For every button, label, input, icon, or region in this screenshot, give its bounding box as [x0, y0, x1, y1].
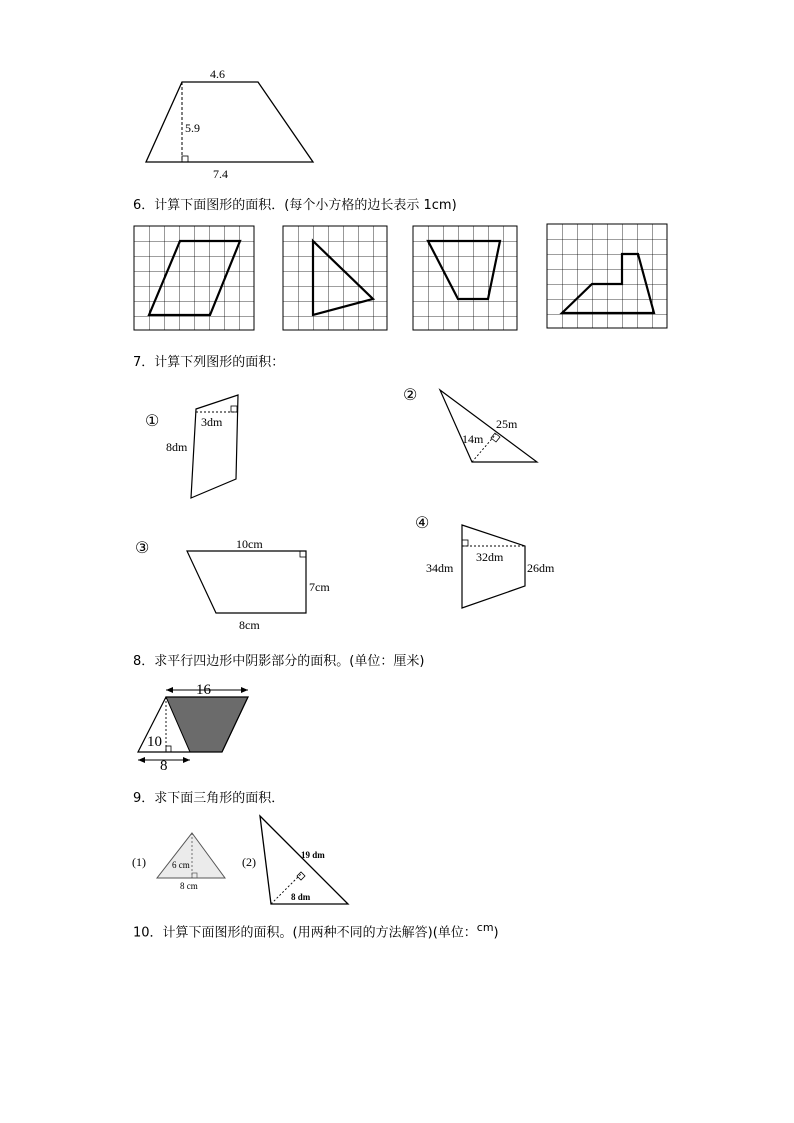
q8-top-label: 16: [196, 682, 211, 698]
question-10-close: ): [493, 925, 499, 941]
question-9-text: 求下面三角形的面积．: [154, 791, 285, 806]
question-10: [133, 921, 499, 940]
q9-fig2-side: 19 dm: [301, 850, 325, 860]
height-label: 5.9: [185, 121, 200, 135]
q7-fig4-right: 26dm: [527, 561, 555, 575]
q7-fig3-height: 7cm: [309, 580, 330, 594]
question-8-text: 求平行四边形中阴影部分的面积。(单位：厘米): [154, 654, 425, 669]
q7-fig4-height: 32dm: [476, 550, 504, 564]
q8-height-label: 10: [147, 734, 162, 750]
question-7-text: 计算下列图形的面积：: [154, 355, 285, 370]
q7-fig2-marker: ②: [403, 387, 418, 404]
q7-fig1-base: 3dm: [201, 415, 223, 429]
q9-fig1-base: 8 cm: [180, 881, 198, 891]
bottom-base-label: 7.4: [213, 167, 228, 181]
question-10-number: 10．: [133, 925, 163, 941]
q8-bottom-label: 8: [160, 758, 168, 774]
q7-fig4-marker: ④: [415, 515, 430, 532]
question-7-number: 7．: [133, 355, 155, 370]
q9-fig1-triangle: [132, 833, 225, 891]
q9-fig1-marker: (1): [132, 855, 146, 869]
q7-fig2-height: 14m: [462, 432, 484, 446]
q7-fig4-left: 34dm: [426, 561, 454, 575]
question-6-number: 6．: [133, 198, 155, 213]
question-10-unit: cm: [476, 921, 494, 934]
question-10-text: 计算下面图形的面积。(用两种不同的方法解答)(单位：: [162, 925, 477, 941]
q7-fig3-top: 10cm: [236, 537, 263, 551]
q9-fig2-triangle: [242, 816, 348, 904]
q7-fig3-bottom: 8cm: [239, 618, 260, 632]
question-8-number: 8．: [133, 654, 155, 669]
q7-fig1-marker: ①: [145, 413, 160, 430]
q7-fig2-base: 25m: [496, 417, 518, 431]
q7-fig3-marker: ③: [135, 540, 150, 557]
q9-fig2-marker: (2): [242, 855, 256, 869]
q9-fig1-height: 6 cm: [172, 860, 190, 870]
q7-fig1-height: 8dm: [166, 440, 188, 454]
top-base-label: 4.6: [210, 67, 225, 81]
question-9-number: 9．: [133, 791, 155, 806]
q9-fig2-height: 8 dm: [291, 892, 311, 902]
question-6-text: 计算下面图形的面积．(每个小方格的边长表示 1cm): [154, 198, 457, 213]
